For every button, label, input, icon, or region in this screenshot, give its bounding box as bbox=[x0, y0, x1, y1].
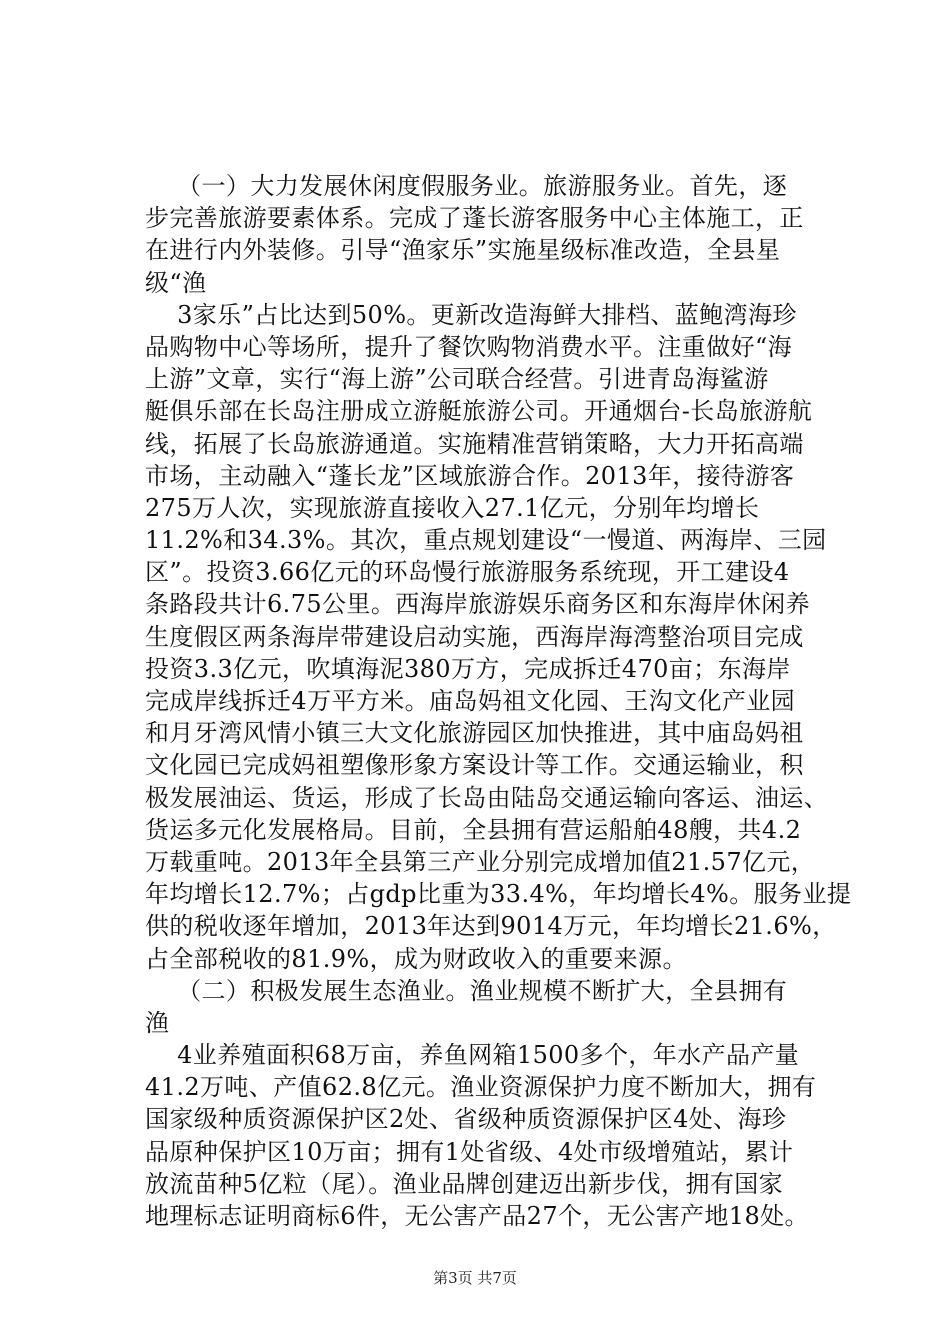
text-line: 国家级种质资源保护区2处、省级种质资源保护区4处、海珍 bbox=[145, 1105, 787, 1134]
text-line: （二）积极发展生态渔业。渔业规模不断扩大，全县拥有 bbox=[145, 976, 788, 1005]
text-line: 条路段共计6.75公里。西海岸旅游娱乐商务区和东海岸休闲养 bbox=[145, 590, 811, 619]
text-line: 和月牙湾风情小镇三大文化旅游园区加快推进，其中庙岛妈祖 bbox=[145, 719, 804, 748]
text-line: 放流苗种5亿粒（尾）。渔业品牌创建迈出新步伐，拥有国家 bbox=[145, 1169, 784, 1198]
text-line: 渔 bbox=[145, 1008, 170, 1037]
text-line: 万载重吨。2013年全县第三产业分别完成增加值21.57亿元， bbox=[145, 847, 816, 876]
text-line: 11.2%和34.3%。其次，重点规划建设“一慢道、两海岸、三园 bbox=[145, 526, 827, 555]
text-line: 4业养殖面积68万亩，养鱼网箱1500多个，年水产品产量 bbox=[145, 1041, 800, 1070]
text-line: 生度假区两条海岸带建设启动实施，西海岸海湾整治项目完成 bbox=[145, 622, 804, 651]
text-line: 极发展油运、货运，形成了长岛由陆岛交通运输向客运、油运、 bbox=[145, 783, 829, 812]
text-line: 艇俱乐部在长岛注册成立游艇旅游公司。开通烟台-长岛旅游航 bbox=[145, 397, 813, 426]
text-line: 年均增长12.7%；占gdp比重为33.4%，年均增长4%。服务业提 bbox=[145, 880, 852, 909]
text-line: 在进行内外装修。引导“渔家乐”实施星级标准改造，全县星 bbox=[145, 236, 781, 265]
text-line: 文化园已完成妈祖塑像形象方案设计等工作。交通运输业，积 bbox=[145, 751, 804, 780]
text-line: 41.2万吨、产值62.8亿元。渔业资源保护力度不断加大，拥有 bbox=[145, 1073, 817, 1102]
text-line: 3家乐”占比达到50%。更新改造海鲜大排档、蓝鲍湾海珍 bbox=[145, 300, 797, 329]
text-line: 区”。投资3.66亿元的环岛慢行旅游服务系统现，开工建设4 bbox=[145, 558, 790, 587]
text-line: 线，拓展了长岛旅游通道。实施精准营销策略，大力开拓高端 bbox=[145, 429, 804, 458]
text-line: 上游”文章，实行“海上游”公司联合经营。引进青岛海鲨游 bbox=[145, 365, 769, 394]
text-line: 占全部税收的81.9%，成为财政收入的重要来源。 bbox=[145, 944, 687, 973]
page-number-footer: 第3页 共7页 bbox=[433, 1269, 517, 1287]
text-line: 品购物中心等场所，提升了餐饮购物消费水平。注重做好“海 bbox=[145, 332, 793, 361]
text-line: 级“渔 bbox=[145, 268, 207, 297]
body-text bbox=[145, 170, 852, 1232]
text-line: 地理标志证明商标6件，无公害产品27个，无公害产地18处。 bbox=[145, 1202, 809, 1230]
text-line: 步完善旅游要素体系。完成了蓬长游客服务中心主体施工，正 bbox=[145, 204, 804, 233]
text-line: （一）大力发展休闲度假服务业。旅游服务业。首先，逐 bbox=[145, 172, 788, 200]
text-line: 投资3.3亿元，吹填海泥380万方，完成拆迁470亩；东海岸 bbox=[145, 654, 791, 683]
text-line: 供的税收逐年增加，2013年达到9014万元，年均增长21.6%， bbox=[145, 912, 837, 941]
text-line: 市场，主动融入“蓬长龙”区域旅游合作。2013年，接待游客 bbox=[145, 461, 795, 490]
text-line: 275万人次，实现旅游直接收入27.1亿元，分别年均增长 bbox=[145, 493, 760, 522]
text-line: 货运多元化发展格局。目前，全县拥有营运船舶48艘，共4.2 bbox=[145, 815, 802, 844]
text-line: 完成岸线拆迁4万平方米。庙岛妈祖文化园、王沟文化产业园 bbox=[145, 687, 796, 715]
text-line: 品原种保护区10万亩；拥有1处省级、4处市级增殖站，累计 bbox=[145, 1137, 794, 1166]
